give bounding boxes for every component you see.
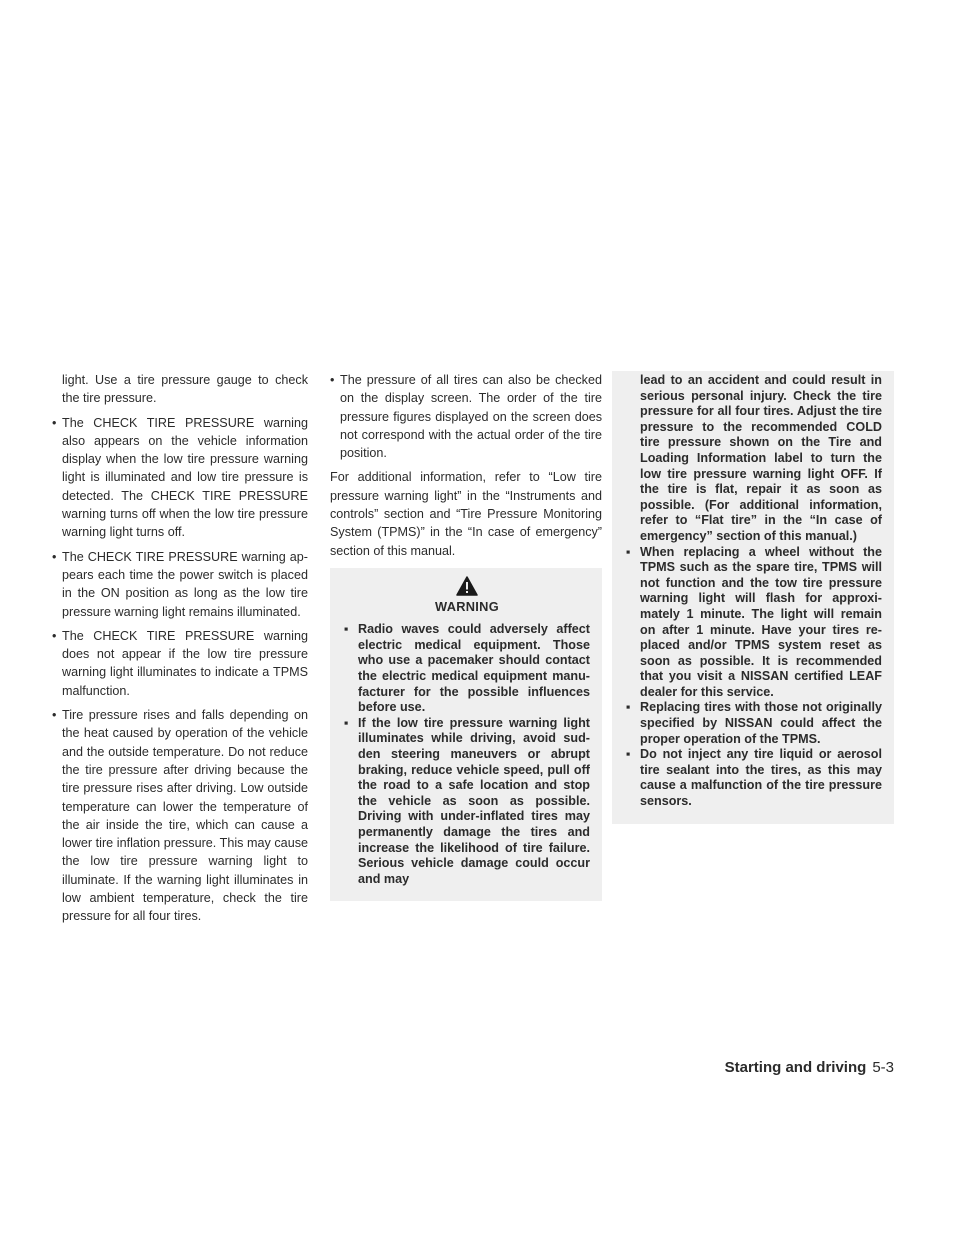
reference-paragraph: For additional information, refer to “Low tire pressure warning light” in the “Instruments and controls” section and “Tire Pressure Monitoring System (TPMS)” in the “In case of emergency” section of this manual. (330, 470, 602, 558)
section-title: Starting and driving (724, 1059, 867, 1076)
warning-item: ▪ Replacing tires with those not originally specified by NISSAN could affect the proper operation of the TPMS. (626, 700, 882, 747)
page-footer (710, 1059, 894, 1076)
list-item: • The pressure of all tires can also be checked on the display screen. The order of the tire pressure figures displayed on the screen does not correspond with the actual order of the tire position. (330, 371, 602, 462)
warning-item: ▪ When replacing a wheel without the TPMS such as the spare tire, TPMS will not function and the tow tire pressure warning light will flash for approximately 1 minute. The light will remain on after 1 minute. Have your tires replaced and/or TPMS system reset as soon as possible. It is recommended that you visit a NISSAN certified LEAF dealer for this service. (626, 545, 882, 701)
warning-box (330, 568, 602, 901)
warning-item: ▪ If the low tire pressure warning light illuminates while driving, avoid sudden steering maneuvers or abrupt braking, reduce vehicle speed, pull off the road to a safe location and stop the vehicle as soon as possible. Driving with under-inflated tires may permanently damage the tires and increase the likelihood of tire failure. Serious vehicle damage could occur and may (344, 716, 590, 888)
page-number: 5-3 (872, 1059, 894, 1076)
warning-triangle-icon (456, 576, 478, 596)
list-item: • The CHECK TIRE PRESSURE warning does not appear if the low tire pressure warning light illuminates to indicate a TPMS malfunction. (52, 627, 308, 700)
column-right (612, 371, 894, 824)
warning-item: ▪ Do not inject any tire liquid or aerosol tire sealant into the tires, as this may cause a malfunction of the tire pressure sensors. (626, 747, 882, 809)
warning-continued-text: lead to an accident and could result in serious personal injury. Check the tire pressure for all four tires. Adjust the tire pressure to the recommended COLD tire pressure shown on the Tire and Loading Information label to turn the low tire pressure warning light OFF. If the tire is flat, repair it as soon as possible. (For additional information, refer to “Flat tire” in the “In case of emergency” section of this manual.) (640, 373, 882, 543)
list-item: • The CHECK TIRE PRESSURE warning appears each time the power switch is placed in the ON position as long as the low tire pressure warning light remains illuminated. (52, 548, 308, 621)
warning-list (626, 545, 882, 810)
warning-list (344, 622, 590, 887)
continued-text: light. Use a tire pressure gauge to check the tire pressure. (62, 373, 308, 406)
column-middle (330, 371, 602, 901)
warning-box-continued (612, 371, 894, 824)
warning-header (344, 576, 590, 616)
warning-title: WARNING (435, 598, 499, 614)
list-item: • Tire pressure rises and falls depending on the heat caused by operation of the vehicle and the outside temperature. Do not reduce the tire pressure after driving because the tire pressure rises after driving. Low outside temperature can lower the temperature of the air inside the tire, which can cause a lower tire inflation pressure. This may cause the low tire pressure warning light to illuminate. If the warning light illuminates in low ambient temperature, check the tire pressure for all four tires. (52, 706, 308, 926)
warning-item: ▪ Radio waves could adversely affect electric medical equipment. Those who use a pacemaker should contact the electric medical equipment manufacturer for the possible influences before use. (344, 622, 590, 716)
column-left (52, 371, 308, 932)
list-item: • The CHECK TIRE PRESSURE warning also appears on the vehicle information display when the low tire pressure warning light is illuminated and low tire pressure is detected. The CHECK TIRE PRESSURE warning turns off when the low tire pressure warning light turns off. (52, 414, 308, 542)
